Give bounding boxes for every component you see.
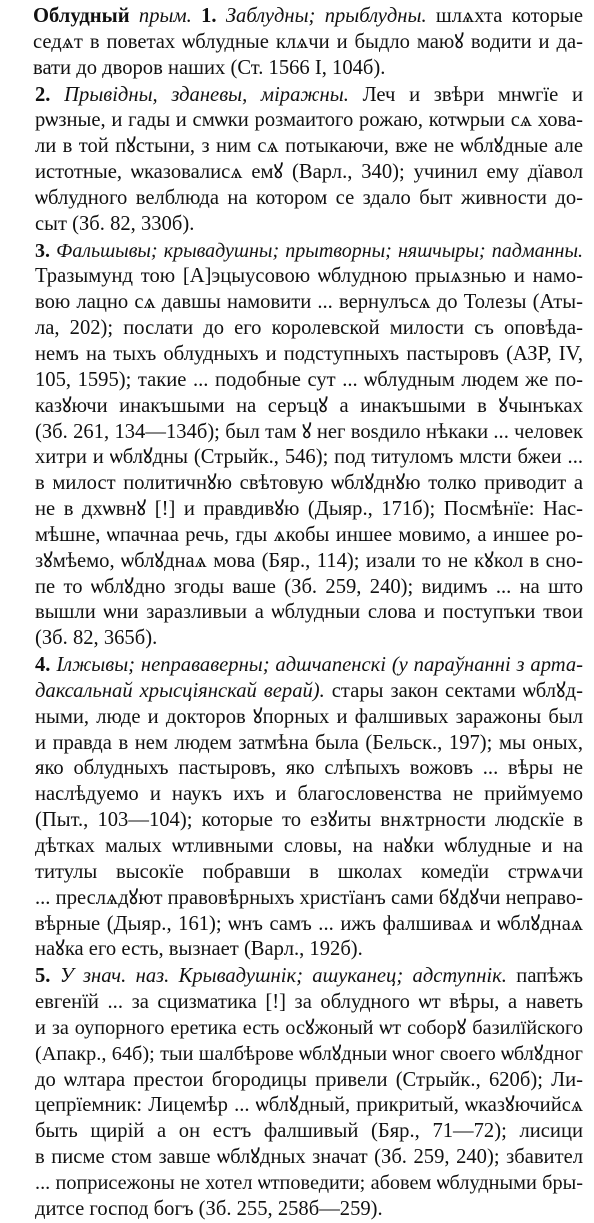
text-line	[13, 653, 583, 679]
text-line: хитри и ѡблꙋдны (Стрыйк., 546); под титуломъ млсти бжеи ...	[35, 446, 583, 469]
sense-number: 1.	[201, 5, 217, 27]
citation-text: шлѧхта которые	[435, 5, 583, 27]
text-line: в милост политичнꙋю свѣтовую ѡблꙋднꙋю толко приводит а	[35, 472, 583, 495]
sense-5	[13, 964, 583, 1222]
sense-gloss: Фальшывы; крывадушны; прытворны; няшчыры; падманны.	[56, 239, 584, 262]
text-line: ли в той пꙋстыни, з ним сѧ потыкаючи, вже не ѡблꙋдные але	[35, 135, 583, 158]
text-line: казꙋючи инакъшыми на серъцꙋ а инакъшыми в ꙋчынъках	[35, 394, 583, 417]
text-line: седѧт в поветах ѡблудные клѧчи и быдло маюꙋ водити и да-	[33, 30, 583, 53]
text-line: яко облудныхъ пастыровъ, яко слѣпыхъ вожовъ ... вѣры не	[35, 757, 583, 780]
text-line: вою лацно сѧ давшы намовити ... вернулъсѧ до Толезы (Аты-	[35, 291, 583, 314]
text-line: вати до дворов наших (Ст. 1566 I, 104б).	[33, 56, 386, 79]
text-line: и правда в нем людем затмѣна была (Бельск., 197); мы оных,	[35, 731, 583, 754]
citation-text: папѣжъ	[516, 965, 583, 988]
text-line: ными, люде и докторов ꙋпорных и фалшивых заражоны был	[35, 705, 583, 728]
text-line: не в дхѡвнꙋ [!] и правдивꙋю (Дыяр., 171б); Посмѣнїе: Нас-	[35, 498, 583, 521]
text-line: ... поприсежоны не хотел ѡтповедити; абовем ѡблудными бры-	[35, 1171, 583, 1194]
text-line: титулы высокїе побравши в школах комедїи стрѡѧчи	[35, 860, 583, 883]
sense-4	[13, 653, 583, 963]
text-line: пе то ѡблꙋдно згоды ваше (Зб. 259, 240); видимъ ... на што	[35, 575, 583, 598]
sense-gloss: даксальнай хрысціянскай верай).	[35, 679, 325, 702]
headword: Облудный	[33, 5, 130, 27]
text-line: зꙋмѣемо, ѡблꙋднаѧ мова (Бяр., 114); изали то не кꙋкол в сно-	[35, 549, 583, 572]
text-line: (Апакр., 64б); тыи шалбѣрове ѡблꙋдныи ѡног своего ѡблꙋдног	[35, 1042, 583, 1065]
text-line: до ѡлтара престои бгородицы привели (Стрыйк., 620б); Ли-	[35, 1068, 583, 1091]
sense-1	[13, 4, 583, 82]
text-line: ѡблудного велблюда на котором се здало быт живности до-	[35, 186, 583, 209]
text-line: рѡзные, и гады и смѡки розмаитого рожаю, котѡрыи сѧ хова-	[35, 109, 583, 132]
part-of-speech: прым.	[138, 5, 192, 27]
text-line: мѣшне, ѡпачнаа речь, гды ѧкобы иншее мовимо, а иншее ро-	[35, 523, 583, 546]
text-line: и за оупорного еретика есть осꙋжоный ѡт соборꙋ базилїйского	[35, 1016, 583, 1039]
citation-text: Леч и звѣри мнѡгїе и	[362, 83, 583, 106]
text-line: (Пыт., 103—104); которые то езꙋиты внѫтрности людскїе в	[35, 809, 583, 832]
text-line: цепрїемник: Лицемѣр ... ѡблꙋдный, прикритый, ѡказꙋючийсѧ	[35, 1094, 583, 1117]
sense-gloss: У знач. наз. Крывадушнік; ашуканец; адступнік.	[59, 965, 507, 988]
text-line: дитсе господ богъ (Зб. 255, 258б—259).	[35, 1197, 383, 1220]
text-line: 105, 1595); такие ... подобные сут ... ѡблудным людем же по-	[35, 368, 583, 391]
text-line: наꙋка его есть, вызнает (Варл., 192б).	[35, 938, 363, 961]
text-line	[13, 679, 583, 705]
sense-number: 4.	[35, 654, 51, 677]
text-line: евгенїй ... за сцизматика [!] за облудного ѡт вѣры, а наветь	[35, 991, 583, 1014]
text-line	[13, 239, 583, 265]
sense-3	[13, 239, 583, 653]
text-line: вѣрные (Дыяр., 161); ѡнъ самъ ... ижъ фалшиваѧ и ѡблꙋднаѧ	[35, 912, 583, 935]
citation-text: стары закон сектами ѡблꙋд-	[331, 679, 583, 702]
text-line: сыт (Зб. 82, 330б).	[35, 212, 195, 235]
text-line: немъ на тыхъ облудныхъ и подступныхъ пастыровъ (АЗР, IV,	[35, 342, 583, 365]
text-line: ла, 202); послати до его королевской милости съ оповѣда-	[35, 317, 583, 340]
text-line	[13, 964, 583, 990]
sense-number: 3.	[35, 239, 50, 262]
text-line	[13, 83, 583, 109]
text-line: наслѣдуемо и наукъ ихъ и благословенства не приймуемо	[35, 783, 583, 806]
sense-gloss: Заблудны; прыблудны.	[225, 5, 427, 27]
text-line: дѣтках малых ѡтливными словы, на наꙋки ѡблудные и на	[35, 835, 583, 857]
sense-2	[13, 83, 583, 238]
text-line	[13, 4, 583, 30]
sense-number: 2.	[35, 83, 51, 106]
sense-number: 5.	[35, 965, 51, 988]
sense-gloss: Прывідны, зданевы, міражны.	[64, 83, 349, 106]
text-line: в писме стом завше ѡблꙋдных значат (Зб. 259, 240); збавител	[35, 1146, 583, 1169]
text-line: вышли ѡни заразливыи а ѡблудныи слова и поступъки твои	[35, 601, 583, 624]
text-line: (Зб. 82, 365б).	[35, 627, 158, 650]
text-line: (Зб. 261, 134—134б); был там ꙋ нег воѕдило нѣкаки ... человек	[35, 420, 583, 443]
text-line: быть щирій а он естъ фалшивый (Бяр., 71—72); лисици	[35, 1120, 583, 1143]
text-line: истотные, ѡказовалисѧ емꙋ (Варл., 340); учинил ему дїавол	[35, 161, 583, 184]
text-line: Тразымунд тою [А]эцыусовою ѡблудною прыѧзнью и намо-	[35, 265, 583, 288]
sense-gloss: Ілжывы; неправаверны; адшчапенскі (у параўнанні з арта-	[56, 654, 583, 677]
text-line: ... преслѧдꙋют правовѣрныхъ христїанъ сами бꙋдꙋчи неправо-	[35, 886, 583, 909]
